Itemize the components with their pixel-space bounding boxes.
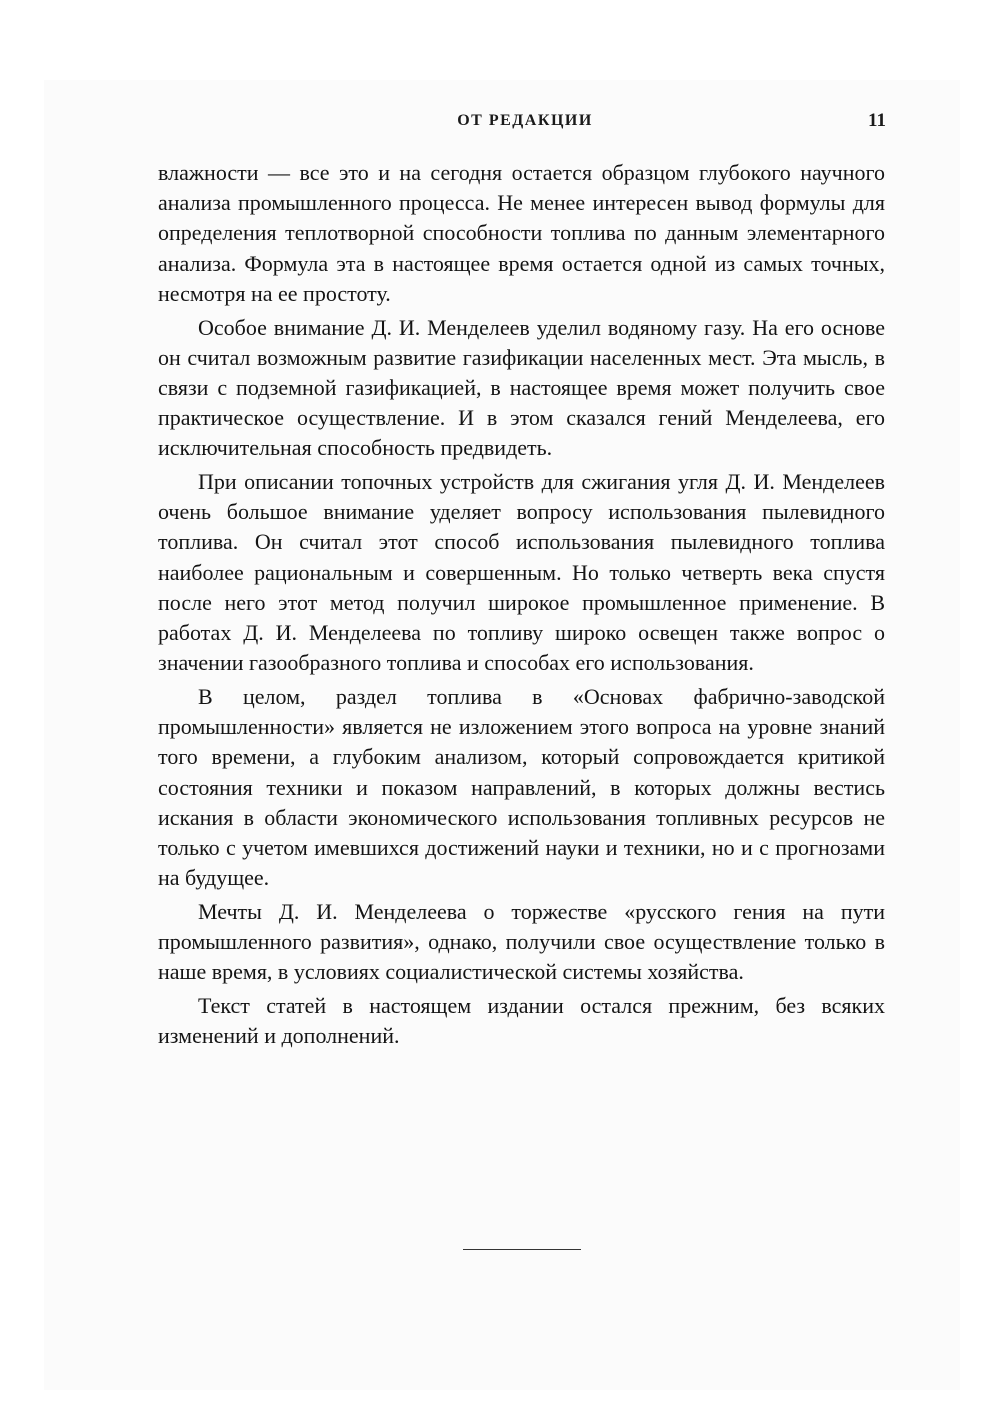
page-number: 11 (868, 110, 886, 131)
paragraph-6: Текст статей в настоящем издании остался прежним, без всяких изменений и дополнений. (158, 992, 885, 1049)
end-divider-rule (463, 1249, 581, 1250)
paragraph-3: При описании топочных устройств для сжигания угля Д. И. Менделеев очень большое внимание уделяет вопросу использования пылевидного топлива. Он считал этот способ использования пылевидного топлива наиболее рациональным и совершенным. Но только четверть века спустя после него этот метод получил широкое промышленное применение. В работах Д. И. Менделеева по топливу широко освещен также вопрос о значении газообразного топлива и способах его использования. (158, 469, 885, 676)
body-text (158, 158, 885, 1055)
paragraph-1: влажности — все это и на сегодня остается образцом глубокого научного анализа промышленного процесса. Не менее интересен вывод формулы для определения теплотворной способности топлива по данным элементарного анализа. Формула эта в настоящее время остается одной из самых точных, несмотря на ее простоту. (158, 160, 885, 306)
paragraph-5: Мечты Д. И. Менделеева о торжестве «русского гения на пути промышленного развития», однако, получили свое осуществление только в наше время, в условиях социалистической системы хозяйства. (158, 898, 885, 985)
paragraph-4: В целом, раздел топлива в «Основах фабрично-заводской промышленности» является не изложением этого вопроса на уровне знаний того времени, а глубоким анализом, который сопровождается критикой состояния техники и показом направлений, в которых должны вестись искания в области экономического использования топливных ресурсов не только с учетом имевшихся достижений науки и техники, но и с прогнозами на будущее. (158, 683, 885, 891)
paragraph-2: Особое внимание Д. И. Менделеев уделил водяному газу. На его основе он считал возможным развитие газификации населенных мест. Эта мысль, в связи с подземной газификацией, в настоящее время может получить свое практическое осуществление. И в этом сказался гений Менделеева, его исключительная способность предвидеть. (158, 314, 885, 461)
running-header (160, 112, 890, 136)
running-title: ОТ РЕДАКЦИИ (457, 112, 593, 129)
